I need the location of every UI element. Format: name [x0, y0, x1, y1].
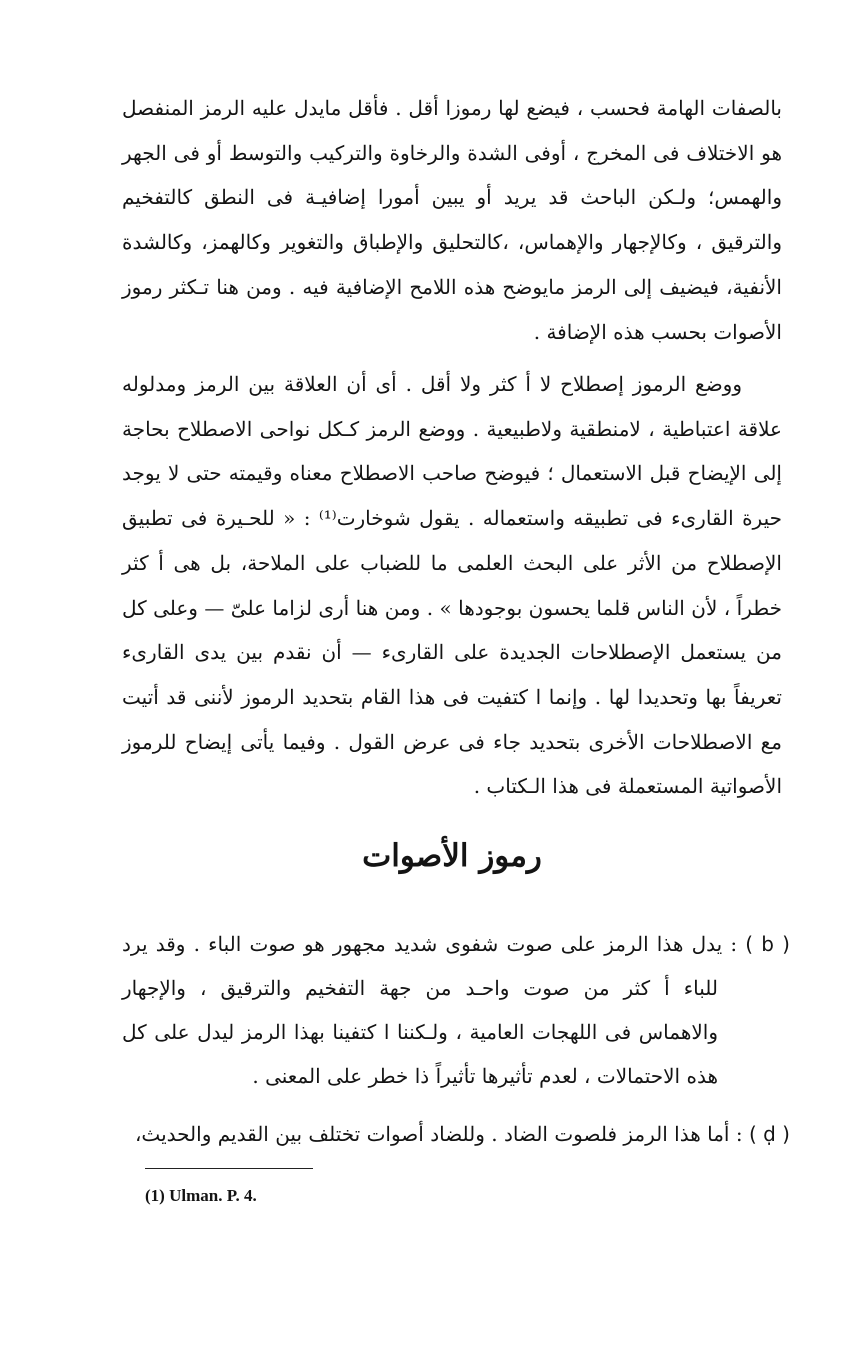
footnote: (1) Ulman. P. 4.: [145, 1186, 257, 1205]
entry-body: [122, 1112, 790, 1156]
symbol-entry-b: [122, 922, 790, 1098]
section-heading: رموز الأصوات: [362, 838, 542, 874]
entry-symbol: ( ḍ ): [748, 1122, 790, 1146]
entry-text: : أما هذا الرمز فلصوت الضاد . وللضاد أصوات تختلف بين القديم والحديث،: [134, 1122, 743, 1146]
entry-text: : يدل هذا الرمز على صوت شفوى شديد مجهور هو صوت الباء . وقد يرد للباء أ كثر من صوت واحـد من جهة التفخيم والترقيق ، والإجهار والاهماس فى اللهجات العامية ، ولـكننا ا كتفينا بهذا الرمز ليدل على كل هذه الاحتمالات ، لعدم تأثيرها تأثيراً ذا خطر على المعنى .: [122, 932, 738, 1088]
entry-symbol: ( b ): [745, 932, 790, 956]
entry-body: [122, 922, 790, 1098]
paragraph-2: ووضع الرموز إصطلاح لا أ كثر ولا أقل . أى أن العلاقة بين الرمز ومدلوله علاقة اعتباطية ، لامنطقية ولاطبيعية . ووضع الرمز كـكل نواحى الاصطلاح بحاجة إلى الإيضاح قبل الاستعمال ؛ فيوضح صاحب الاصطلاح معناه وقيمته حتى لا يوجد حيرة القارىء فى تطبيقه واستعماله . يقول شوخارت⁽¹⁾ : « للحـيرة فى تطبيق الإصطلاح من الأثر على البحث العلمى ما للضباب على الملاحة، بل هى أ كثر خطراً ، لأن الناس قلما يحسون بوجودها » . ومن هنا أرى لزاما علىّ — وعلى كل من يستعمل الإصطلاحات الجديدة على القارىء — أن نقدم بين يدى القارىء تعريفاً بها وتحديدا لها . وإنما ا كتفيت فى هذا القام بتحديد الرموز لأننى قد أتيت مع الاصطلاحات الأخرى بتحديد جاء فى عرض القول . وفيما يأتى إيضاح للرموز الأصواتية المستعملة فى هذا الـكتاب .: [122, 372, 782, 799]
symbol-entry-d: [122, 1112, 790, 1156]
footnote-divider: [145, 1168, 313, 1169]
paragraph-1: بالصفات الهامة فحسب ، فيضع لها رموزا أقل . فأقل مايدل عليه الرمز المنفصل هو الاختلاف فى المخرج ، أوفى الشدة والرخاوة والتركيب والتوسط أو فى الجهر والهمس؛ ولـكن الباحث قد يريد أو يبين أمورا إضافيـة فى النطق كالتفخيم والترقيق ، وكالإجهار والإهماس، ،كالتحليق والإطباق والتغوير وكالهمز، وكالشدة الأنفية، فيضيف إلى الرمز مايوضح هذه اللامح الإضافية فيه . ومن هنا تـكثر رموز الأصوات بحسب هذه الإضافة .: [122, 96, 782, 344]
